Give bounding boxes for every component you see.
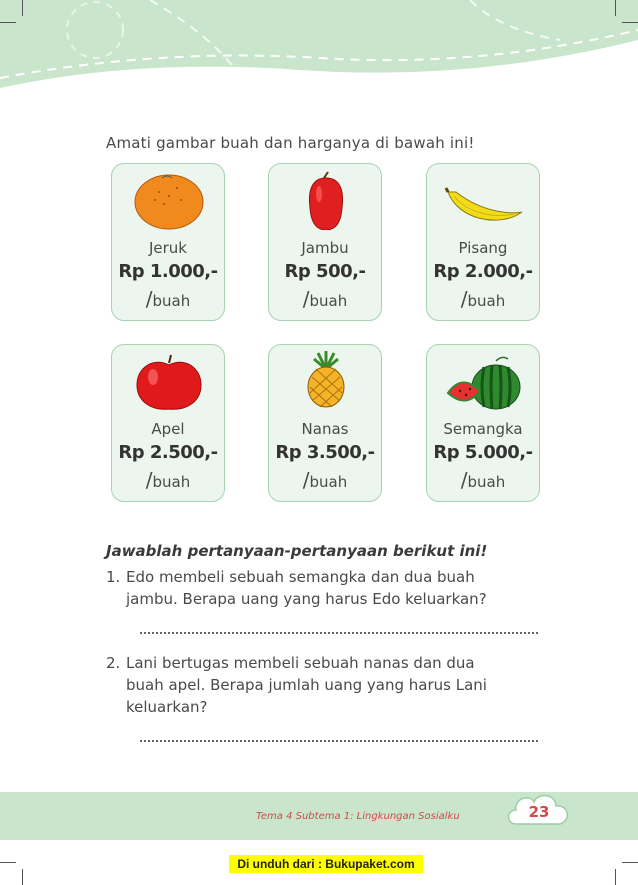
fruit-card-apel bbox=[111, 344, 225, 502]
answer-line-1[interactable] bbox=[140, 632, 538, 634]
crop-mark bbox=[615, 869, 616, 885]
fruit-unit: /buah bbox=[302, 287, 348, 311]
fruit-name: Jambu bbox=[301, 239, 349, 257]
fruit-name: Nanas bbox=[301, 420, 349, 438]
fruit-card-jeruk bbox=[111, 163, 225, 321]
crop-mark bbox=[615, 0, 616, 16]
fruit-price: Rp 500,- bbox=[284, 261, 366, 282]
fruit-price: Rp 5.000,- bbox=[433, 442, 533, 463]
fruit-name: Apel bbox=[151, 420, 185, 438]
download-note: Di unduh dari : Bukupaket.com bbox=[229, 855, 423, 873]
questions-title: Jawablah pertanyaan-pertanyaan berikut ini! bbox=[106, 542, 488, 560]
watermelon-icon bbox=[444, 351, 524, 411]
fruit-name: Semangka bbox=[443, 420, 523, 438]
crop-mark bbox=[622, 862, 638, 863]
banana-icon bbox=[444, 170, 524, 230]
fruit-unit: /buah bbox=[460, 468, 506, 492]
intro-instruction: Amati gambar buah dan harganya di bawah ini! bbox=[106, 134, 475, 152]
fruit-price: Rp 2.000,- bbox=[433, 261, 533, 282]
header-decoration bbox=[0, 0, 638, 95]
fruit-name: Pisang bbox=[458, 239, 508, 257]
fruit-unit: /buah bbox=[460, 287, 506, 311]
page-number: 23 bbox=[528, 803, 550, 821]
orange-icon bbox=[129, 170, 209, 230]
fruit-unit: /buah bbox=[302, 468, 348, 492]
crop-mark bbox=[0, 22, 16, 23]
pineapple-icon bbox=[286, 351, 366, 411]
fruit-price: Rp 3.500,- bbox=[275, 442, 375, 463]
chapter-label: Tema 4 Subtema 1: Lingkungan Sosialku bbox=[256, 811, 460, 822]
fruit-card-jambu bbox=[268, 163, 382, 321]
fruit-card-pisang bbox=[426, 163, 540, 321]
crop-mark bbox=[22, 0, 23, 16]
rose-apple-icon bbox=[286, 170, 366, 230]
question-text: Lani bertugas membeli sebuah nanas dan dua buah apel. Berapa jumlah uang yang harus Lani keluarkan? bbox=[126, 654, 487, 716]
fruit-unit: /buah bbox=[145, 468, 191, 492]
fruit-price: Rp 2.500,- bbox=[118, 442, 218, 463]
question-text: Edo membeli sebuah semangka dan dua buah jambu. Berapa uang yang harus Edo keluarkan? bbox=[126, 568, 487, 608]
question-number: 1. bbox=[106, 568, 121, 586]
fruit-card-semangka bbox=[426, 344, 540, 502]
fruit-unit: /buah bbox=[145, 287, 191, 311]
answer-line-2[interactable] bbox=[140, 740, 538, 742]
fruit-price: Rp 1.000,- bbox=[118, 261, 218, 282]
crop-mark bbox=[0, 862, 16, 863]
apple-icon bbox=[129, 351, 209, 411]
question-number: 2. bbox=[106, 654, 121, 672]
crop-mark bbox=[622, 22, 638, 23]
fruit-card-nanas bbox=[268, 344, 382, 502]
crop-mark bbox=[22, 869, 23, 885]
fruit-name: Jeruk bbox=[148, 239, 187, 257]
